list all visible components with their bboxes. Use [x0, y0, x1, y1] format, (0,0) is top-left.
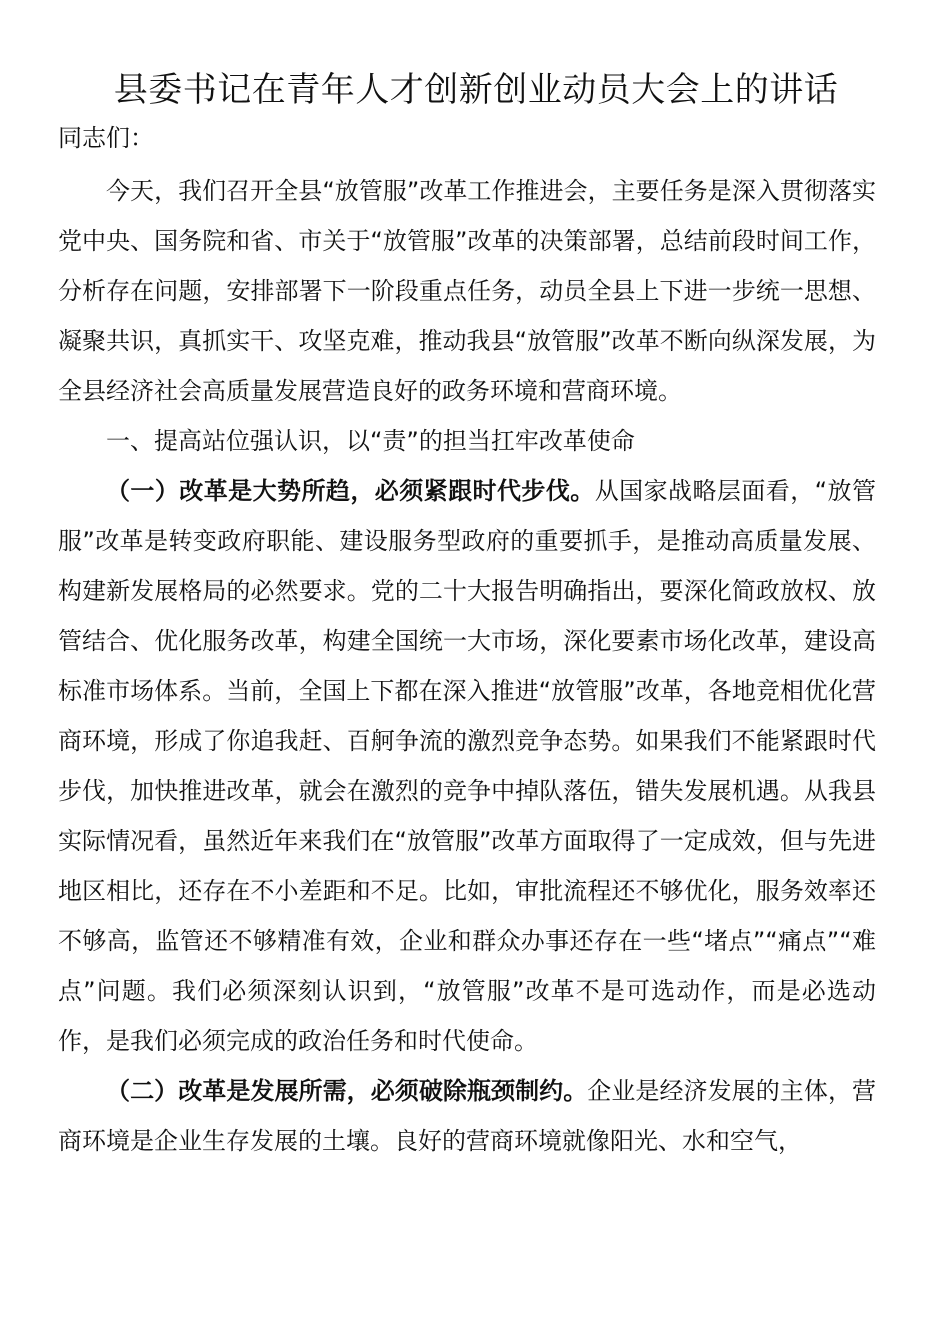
subsection-2-lead: （二）改革是发展所需，必须破除瓶颈制约。: [106, 1077, 588, 1105]
document-title: 县委书记在青年人才创新创业动员大会上的讲话: [113, 70, 839, 110]
section-heading-1: 一、提高站位强认识，以“责”的担当扛牢改革使命: [106, 427, 635, 455]
subsection-1-lead: （一）改革是大势所趋，必须紧跟时代步伐。: [106, 477, 595, 505]
subsection-2-body: 企业是经济发展的主体，营商环境是企业生存发展的土壤。良好的营商环境就像阳光、水和空气，: [58, 1077, 877, 1155]
salutation: 同志们：: [58, 124, 154, 152]
subsection-1-body: 从国家战略层面看，“放管服”改革是转变政府职能、建设服务型政府的重要抓手，是推动高质量发展、构建新发展格局的必然要求。党的二十大报告明确指出，要深化简政放权、放管结合、优化服务改革，构建全国统一大市场，深化要素市场化改革，建设高标准市场体系。当前，全国上下都在深入推进“放管服”改革，各地竞相优化营商环境，形成了你追我赶、百舸争流的激烈竞争态势。如果我们不能紧跟时代步伐，加快推进改革，就会在激烈的竞争中掉队落伍，错失发展机遇。从我县实际情况看，虽然近年来我们在“放管服”改革方面取得了一定成效，但与先进地区相比，还存在不小差距和不足。比如，审批流程还不够优化，服务效率还不够高，监管还不够精准有效，企业和群众办事还存在一些“堵点”“痛点”“难点”问题。我们必须深刻认识到，“放管服”改革不是可选动作，而是必选动作，是我们必须完成的政治任务和时代使命。: [58, 477, 876, 1055]
intro-paragraph: 今天，我们召开全县“放管服”改革工作推进会，主要任务是深入贯彻落实党中央、国务院和省、市关于“放管服”改革的决策部署，总结前段时间工作，分析存在问题，安排部署下一阶段重点任务，动员全县上下进一步统一思想、凝聚共识，真抓实干、攻坚克难，推动我县“放管服”改革不断向纵深发展，为全县经济社会高质量发展营造良好的政务环境和营商环境。: [58, 177, 876, 405]
subsection-2-paragraph: [58, 1066, 876, 1166]
subsection-1-paragraph: [58, 466, 876, 1066]
